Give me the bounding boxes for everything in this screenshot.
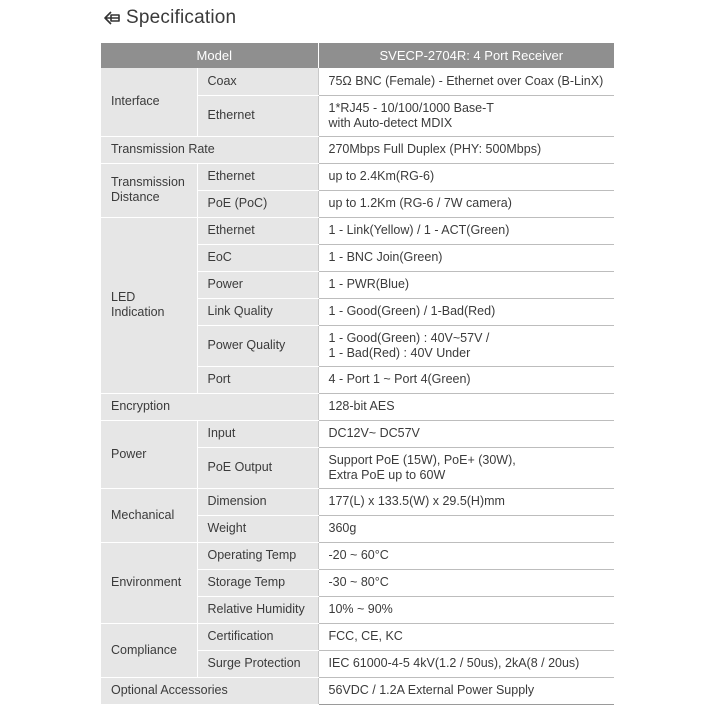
table-row	[101, 393, 614, 420]
interface-label: Interface	[101, 68, 197, 136]
surge-protection-value: IEC 61000-4-5 4kV(1.2 / 50us), 2kA(8 / 20us)	[318, 650, 614, 677]
table-row	[101, 677, 614, 704]
storage-temp-label: Storage Temp	[197, 569, 318, 596]
led-link-quality-label: Link Quality	[197, 298, 318, 325]
table-row	[101, 488, 614, 515]
encryption-value: 128-bit AES	[318, 393, 614, 420]
table-row	[101, 217, 614, 244]
weight-label: Weight	[197, 515, 318, 542]
led-ethernet-label: Ethernet	[197, 217, 318, 244]
led-indication-label: LED Indication	[101, 217, 197, 393]
led-power-quality-value: 1 - Good(Green) : 40V~57V / 1 - Bad(Red) : 40V Under	[318, 325, 614, 366]
interface-ethernet-value: 1*RJ45 - 10/100/1000 Base-T with Auto-detect MDIX	[318, 95, 614, 136]
table-row	[101, 136, 614, 163]
coax-label: Coax	[197, 68, 318, 95]
led-port-value: 4 - Port 1 ~ Port 4(Green)	[318, 366, 614, 393]
humidity-label: Relative Humidity	[197, 596, 318, 623]
table-row	[101, 623, 614, 650]
transmission-distance-label: Transmission Distance	[101, 163, 197, 217]
poe-output-label: PoE Output	[197, 447, 318, 488]
encryption-label: Encryption	[101, 393, 318, 420]
model-value-header: SVECP-2704R: 4 Port Receiver	[318, 43, 614, 68]
operating-temp-value: -20 ~ 60°C	[318, 542, 614, 569]
dimension-label: Dimension	[197, 488, 318, 515]
interface-ethernet-label: Ethernet	[197, 95, 318, 136]
led-eoc-value: 1 - BNC Join(Green)	[318, 244, 614, 271]
led-power-quality-label: Power Quality	[197, 325, 318, 366]
led-ethernet-value: 1 - Link(Yellow) / 1 - ACT(Green)	[318, 217, 614, 244]
table-row	[101, 420, 614, 447]
transmission-rate-label: Transmission Rate	[101, 136, 318, 163]
mechanical-label: Mechanical	[101, 488, 197, 542]
power-input-label: Input	[197, 420, 318, 447]
power-input-value: DC12V~ DC57V	[318, 420, 614, 447]
back-arrow-icon[interactable]	[103, 10, 121, 26]
page-title: Specification	[126, 7, 237, 28]
led-port-label: Port	[197, 366, 318, 393]
weight-value: 360g	[318, 515, 614, 542]
distance-poe-label: PoE (PoC)	[197, 190, 318, 217]
distance-poe-value: up to 1.2Km (RG-6 / 7W camera)	[318, 190, 614, 217]
table-row	[101, 542, 614, 569]
table-header-row	[101, 43, 614, 68]
certification-value: FCC, CE, KC	[318, 623, 614, 650]
power-label: Power	[101, 420, 197, 488]
dimension-value: 177(L) x 133.5(W) x 29.5(H)mm	[318, 488, 614, 515]
distance-ethernet-value: up to 2.4Km(RG-6)	[318, 163, 614, 190]
accessories-label: Optional Accessories	[101, 677, 318, 704]
led-link-quality-value: 1 - Good(Green) / 1-Bad(Red)	[318, 298, 614, 325]
environment-label: Environment	[101, 542, 197, 623]
model-header: Model	[101, 43, 318, 68]
specification-table	[101, 43, 614, 705]
led-power-value: 1 - PWR(Blue)	[318, 271, 614, 298]
table-row	[101, 68, 614, 95]
distance-ethernet-label: Ethernet	[197, 163, 318, 190]
compliance-label: Compliance	[101, 623, 197, 677]
surge-protection-label: Surge Protection	[197, 650, 318, 677]
led-power-label: Power	[197, 271, 318, 298]
transmission-rate-value: 270Mbps Full Duplex (PHY: 500Mbps)	[318, 136, 614, 163]
led-eoc-label: EoC	[197, 244, 318, 271]
accessories-value: 56VDC / 1.2A External Power Supply	[318, 677, 614, 704]
poe-output-value: Support PoE (15W), PoE+ (30W), Extra PoE up to 60W	[318, 447, 614, 488]
operating-temp-label: Operating Temp	[197, 542, 318, 569]
certification-label: Certification	[197, 623, 318, 650]
humidity-value: 10% ~ 90%	[318, 596, 614, 623]
table-row	[101, 163, 614, 190]
storage-temp-value: -30 ~ 80°C	[318, 569, 614, 596]
coax-value: 75Ω BNC (Female) - Ethernet over Coax (B-LinX)	[318, 68, 614, 95]
page-heading	[103, 5, 236, 31]
